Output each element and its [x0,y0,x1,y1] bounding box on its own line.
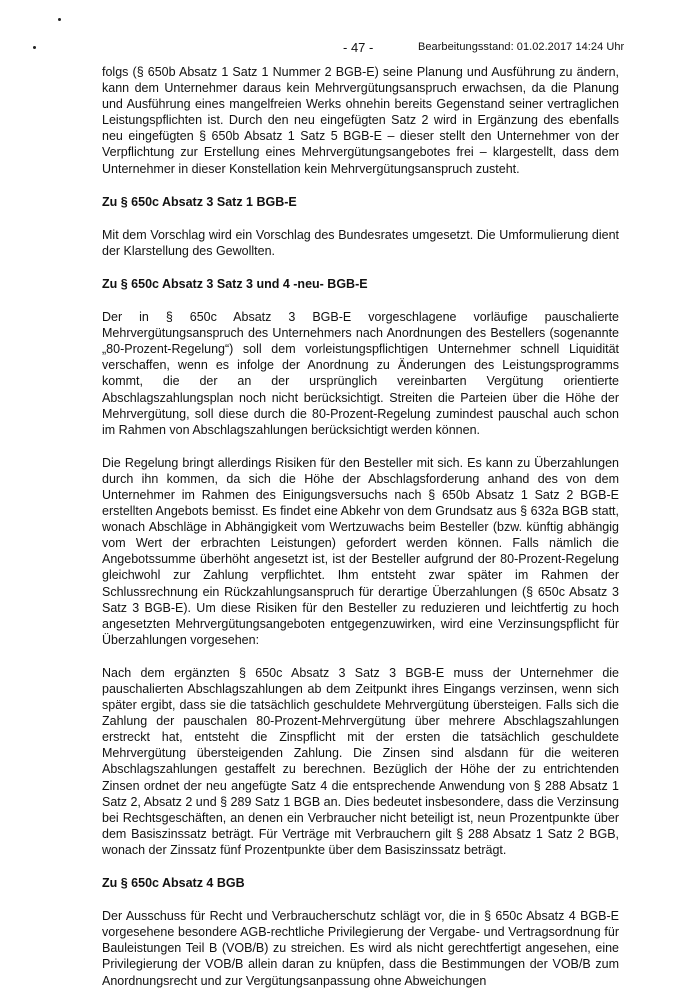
body-paragraph: Der Ausschuss für Recht und Verbraucherschutz schlägt vor, die in § 650c Absatz 4 BGB-E vorgesehene besondere AGB-rechtliche Privilegierung der Vergabe- und Vertragsordnung für Bauleistungen Teil B (VOB/B) zu streichen. Es wird als nicht gerechtfertigt angesehen, eine Privilegierung der VOB/B allein daran zu knüpfen, dass die Bestimmungen der VOB/B zum Anordnungsrecht und zur Vergütungsanpassung ohne Abweichungen [102,909,619,988]
body-paragraph: Mit dem Vorschlag wird ein Vorschlag des Bundesrates umgesetzt. Die Umformulierung dient der Klarstellung des Gewollten. [102,227,619,258]
edit-status: Bearbeitungsstand: 01.02.2017 14:24 Uhr [418,41,625,53]
body-paragraph: folgs (§ 650b Absatz 1 Satz 1 Nummer 2 BGB-E) seine Planung und Ausführung zu ändern, kann dem Unternehmer daraus kein Mehrvergütungsanspruch erwachsen, da die Planung und Ausführung eines mangelfreien Werks ohnehin bereits Gegenstand seiner vertraglichen Leistungspflichten ist. Durch den neu eingefügten Satz 2 wird in Ergänzung des ebenfalls neu eingefügten § 650b Absatz 1 Satz 5 BGB-E – dieser stellt den Unternehmer von der Verpflichtung zur Erstellung eines Mehrvergütungsangebotes frei – klargestellt, dass dem Unternehmer in dieser Konstellation kein Mehrvergütungsanspruch zusteht. [102,65,619,176]
scan-speck [58,18,61,21]
page-number: - 47 - [343,40,374,55]
section-heading: Zu § 650c Absatz 3 Satz 1 BGB-E [102,194,297,209]
body-paragraph: Nach dem ergänzten § 650c Absatz 3 Satz 3 BGB-E muss der Unternehmer die pauschalierten Abschlagszahlungen ab dem Zeitpunkt ihres Eingangs verzinsen, wenn sich später ergibt, dass sie die tatsächlich geschuldete Mehrvergütung übersteigen. Falls sich die Zahlung der pauschalen 80-Prozent-Mehrvergütung über mehrere Abschlagszahlungen erstreckt hat, entsteht die Zinspflicht mit der ersten die tatsächlich geschuldete Mehrvergütung übersteigenden Zahlung. Die Zinsen sind alsdann für die weiteren Abschlagszahlungen gestaffelt zu berechnen. Bezüglich der Höhe der zu entrichtenden Zinsen ordnet der neu angefügte Satz 4 die entsprechende Anwendung von § 288 Absatz 1 Satz 2, Absatz 2 und § 289 Satz 1 BGB an. Dies bedeutet insbesondere, dass die Verzinsung bei Rechtsgeschäften, an denen ein Verbraucher nicht beteiligt ist, neun Prozentpunkte über dem Basiszinssatz beträgt. Für Verträge mit Verbrauchern gilt § 288 Absatz 1 Satz 2 BGB, wonach der Zinssatz fünf Prozentpunkte über dem Basiszinssatz beträgt. [102,665,620,857]
body-paragraph: Die Regelung bringt allerdings Risiken für den Besteller mit sich. Es kann zu Überzahlungen durch ihn kommen, da sich die Höhe der Abschlagsforderung anhand des von dem Unternehmer im Rahmen des Einigungsversuchs nach § 650b Absatz 1 Satz 2 BGB-E erstellten Angebots bemisst. Es findet eine Abkehr von dem Grundsatz aus § 632a BGB statt, wonach Abschläge in Abhängigkeit vom Wertzuwachs beim Besteller (bzw. künftig abhängig vom Wert der erbrachten Leistungen) gefordert werden können. Falls nämlich die Angebotssumme überhöht angesetzt ist, ist der Besteller aufgrund der 80-Prozent-Regelung gleichwohl zur Zahlung verpflichtet. Ihm entsteht zwar später im Rahmen der Schlussrechnung ein Rückzahlungsanspruch für derartige Überzahlungen (§ 650c Absatz 3 Satz 3 BGB-E). Um diese Risiken für den Besteller zu reduzieren und leichtfertig zu hoch angesetzten Mehrvergütungsangeboten entgegenzuwirken, wird eine Verzinsungspflicht für Überzahlungen vorgesehen: [102,455,619,647]
body-paragraph: Der in § 650c Absatz 3 BGB-E vorgeschlagene vorläufige pauschalierte Mehrvergütungsanspruch des Unternehmers nach Anordnungen des Bestellers (sogenannte „80-Prozent-Regelung“) soll dem vorleistungspflichtigen Unternehmer schnell Liquidität verschaffen, wenn es infolge der Anordnung zu Änderungen des Leistungsprogramms kommt, die der an der ursprünglich vereinbarten Vergütung orientierte Abschlagszahlungsplan noch nicht berücksichtigt. Streiten die Parteien über die Höhe der Mehrvergütung, soll diese durch die 80-Prozent-Regelung zumindest pauschal auch schon im Rahmen von Abschlagszahlungen berücksichtigt werden können. [102,310,619,437]
section-heading: Zu § 650c Absatz 4 BGB [102,876,245,891]
section-heading: Zu § 650c Absatz 3 Satz 3 und 4 -neu- BGB-E [102,276,368,291]
page-header [0,40,700,56]
document-body [102,64,619,989]
